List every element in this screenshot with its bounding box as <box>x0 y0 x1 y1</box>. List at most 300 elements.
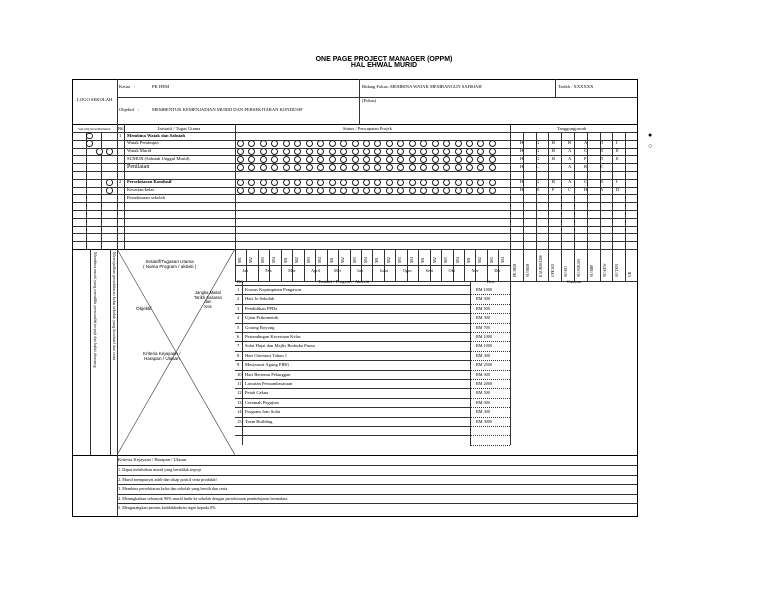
resp-letter: R <box>600 155 604 161</box>
resp-header: GB <box>628 272 633 277</box>
grid-line <box>470 398 510 399</box>
grid-line <box>72 171 638 172</box>
resp-letter: C <box>584 179 588 185</box>
week-label: M4 <box>317 257 323 263</box>
timeline-circle <box>489 164 496 171</box>
timeline-circle <box>386 156 393 163</box>
grid-line <box>470 417 510 418</box>
matrix-objektif: Objektif <box>136 306 152 311</box>
task-label: SUMUR (Sahsiah Unggul Murid) <box>127 155 190 161</box>
program-kos: RM 300 <box>476 409 490 415</box>
week-label: M4 <box>271 257 277 263</box>
side-dot-empty: ○ <box>648 142 653 150</box>
week-label: M2 <box>431 257 437 263</box>
grid-line <box>72 233 638 234</box>
week-label: M3 <box>397 257 403 263</box>
week-label: M1 <box>466 257 471 263</box>
grid-line <box>235 417 470 418</box>
tarikh: Tarikh : XXXXXX <box>558 84 594 89</box>
timeline-circle <box>489 156 496 163</box>
week-label: M2 <box>477 257 483 263</box>
grid-line <box>235 332 470 333</box>
week-label: M1 <box>328 257 334 263</box>
timeline-circle <box>283 156 290 163</box>
grid-line <box>235 285 470 286</box>
grid-line <box>612 132 613 281</box>
program-bil: 3 <box>237 305 240 311</box>
week-label: M2 <box>340 257 346 263</box>
grid-line <box>72 455 638 456</box>
program-name: Ujian Psikometrik <box>245 315 279 321</box>
title-line-2: HAL EHWAL MURID <box>350 62 418 69</box>
resp-header: PK HEM <box>513 263 517 277</box>
resp-letter: R <box>600 148 604 154</box>
timeline-circle <box>352 148 359 155</box>
grid-line <box>470 435 510 436</box>
task-label: Kecerian kelas <box>127 187 155 193</box>
grid-line <box>470 379 510 380</box>
timeline-circle <box>340 156 347 163</box>
resp-letter: G <box>536 179 540 185</box>
grid-line <box>72 226 638 227</box>
timeline-circle <box>317 164 324 171</box>
program-bil: 1 <box>237 287 240 292</box>
grid-line <box>536 132 540 281</box>
program-bil: 2 <box>237 296 240 302</box>
resp-header: SU SUKAN <box>577 259 581 277</box>
grid-line <box>470 313 510 314</box>
resp-header: SU BRP <box>589 264 594 277</box>
timeline-circle <box>329 156 336 163</box>
timeline-circle <box>386 164 393 171</box>
timeline-circle <box>260 164 267 171</box>
program-kos: RM 1000 <box>476 287 492 292</box>
grid-line <box>523 132 524 281</box>
timeline-circle <box>432 164 439 171</box>
resp-letter: A <box>568 179 572 185</box>
week-label: M2 <box>385 257 391 263</box>
month-label: Mei <box>334 268 341 273</box>
task-label: Penilaian <box>127 163 150 170</box>
week-label: M4 <box>362 257 368 263</box>
resp-letter: R <box>552 179 556 185</box>
program-bil: 9 <box>237 362 240 368</box>
grid-line <box>235 265 510 266</box>
timeline-circle <box>283 187 290 194</box>
matrix-jangka: Jangka Masa/ Tarikh Sasaran dan Kos <box>194 290 222 309</box>
timeline-circle <box>329 179 336 186</box>
week-label: M4 <box>500 257 506 263</box>
grid-line <box>235 360 470 361</box>
marker-circle <box>96 148 103 155</box>
resp-header: SU HEM <box>525 263 530 277</box>
program-header-catatan: Catatan <box>567 279 582 284</box>
vertical-text-2: Mewujudkan persekitaran kelas sekolah yang kondusif dan ceria <box>112 252 117 361</box>
month-label: Jan <box>242 268 249 273</box>
timeline-circle <box>455 156 462 163</box>
objektif-value: MEMBENTUK KEMENJADIAN MURID DAN PERSEKITARAN KONDUSIF <box>152 107 303 112</box>
col-status: Status / Pencapaian Projek <box>343 126 392 131</box>
timeline-circle <box>306 156 313 163</box>
program-name: Ceramah Pegujian <box>245 399 279 405</box>
ketua-value: PK HEM <box>152 84 170 89</box>
resp-letter: D <box>600 140 604 146</box>
grid-line <box>72 210 638 211</box>
month-label: Feb <box>265 268 272 273</box>
grid-line <box>235 426 470 427</box>
resp-letter: H <box>520 155 524 161</box>
program-bil: 8 <box>237 352 240 358</box>
timeline-circle <box>409 148 416 155</box>
program-name: Kursus Kepimpinan Pengawas <box>245 287 302 292</box>
timeline-circle <box>283 148 290 155</box>
week-label: M1 <box>420 257 426 263</box>
kriteria-item: 1. Dapat melahirkan murid yang beradilak terpuji <box>118 467 201 472</box>
grid-line <box>510 281 511 445</box>
month-label: Julai <box>379 268 388 273</box>
program-bil: 12 <box>237 390 242 396</box>
month-label: Mac <box>288 268 296 273</box>
month-label: Jun <box>356 268 363 273</box>
program-name: Program Jom Solat <box>245 409 281 415</box>
timeline-circle <box>340 164 347 171</box>
timeline-circle <box>352 156 359 163</box>
grid-line <box>72 218 638 219</box>
timeline-circle <box>306 148 313 155</box>
ketua-label: Ketua : <box>119 84 135 89</box>
task-label: Watak Pemimpin <box>127 140 159 146</box>
matrix-inisiatif: Inisiatif/Tugasan Utama ( Nama Program / aktiviti ) <box>143 259 197 270</box>
program-kos: RM 1000 <box>476 343 492 349</box>
resp-header: GPK KO <box>551 263 556 277</box>
timeline-circle <box>455 148 462 155</box>
resp-letter: H <box>520 140 524 146</box>
resp-letter: R <box>536 187 540 193</box>
program-bil: 15 <box>237 418 242 424</box>
resp-letter: I <box>616 140 618 146</box>
timeline-circle <box>237 164 244 171</box>
grid-line <box>625 132 626 281</box>
grid-line <box>470 445 510 446</box>
kriteria-title: Kriteria Kejayaan / Harapan / Ulasan <box>118 457 187 462</box>
grid-line <box>124 124 125 249</box>
marker-circle <box>86 140 93 147</box>
timeline-circle <box>432 156 439 163</box>
resp-letter: A <box>600 187 604 193</box>
bidang-fokus: Bidang Fokus: MEMBINA WATAK MEMBANGUN SAHSIAH <box>362 84 482 89</box>
week-label: M3 <box>488 257 494 263</box>
col-tanggung: Tanggungjawab <box>557 126 587 131</box>
grid-line <box>574 132 575 281</box>
month-label: Okt <box>448 268 455 273</box>
program-name: Lawatan Pensambasaraan <box>245 381 293 386</box>
grid-line <box>470 341 510 342</box>
grid-line <box>470 323 510 324</box>
marker-circle <box>106 187 113 194</box>
resp-letter: R <box>584 163 588 169</box>
program-bil: 6 <box>237 334 240 339</box>
timeline-circle <box>352 140 359 147</box>
resp-letter: R <box>552 155 556 161</box>
week-label: M3 <box>443 257 449 263</box>
program-name: Gotong Royong <box>245 324 275 330</box>
resp-letter: A <box>584 140 588 146</box>
program-bil: 5 <box>237 324 240 330</box>
resp-letter: H <box>520 163 524 169</box>
program-kos: RM 300 <box>476 352 490 358</box>
timeline-circle <box>443 164 450 171</box>
resp-letter: G <box>536 155 540 161</box>
program-header-kos: Kos <box>487 279 495 284</box>
timeline-circle <box>409 187 416 194</box>
grid-line <box>470 332 510 333</box>
week-label: M1 <box>374 257 380 263</box>
month-label: April <box>311 268 320 273</box>
program-header-name: Tentatif / Program / Aktiviti <box>318 279 370 284</box>
month-label: Dis <box>494 268 501 273</box>
resp-header: SU KEW <box>602 263 607 277</box>
matrix-kriteria: Kriteria Kejayaan / Harapan / Ulasan <box>143 351 181 362</box>
program-name: Hari Orientasi Tahun 1 <box>245 352 288 358</box>
resp-header: SU KO <box>564 266 569 277</box>
timeline-circle <box>386 148 393 155</box>
program-kos: RM 300 <box>476 315 490 321</box>
week-label: M3 <box>259 257 265 263</box>
timeline-circle <box>352 179 359 186</box>
program-name: Hari Jo Sekolah <box>245 296 275 302</box>
col-inisiatif: Inisiatif / Tugas Utama <box>158 126 201 131</box>
resp-header: SU TKN <box>615 264 620 277</box>
timeline-circle <box>466 164 473 171</box>
page-title <box>0 56 768 69</box>
task-label: Persekitaran sekolah <box>127 194 165 200</box>
program-kos: RM 300 <box>476 399 490 405</box>
grid-line <box>235 341 470 342</box>
resp-letter: C <box>584 148 588 154</box>
grid-line <box>117 503 638 504</box>
resp-letter: A <box>568 148 572 154</box>
grid-line <box>235 323 470 324</box>
timeline-circle <box>409 164 416 171</box>
grid-line <box>470 407 510 408</box>
task-bil: 2 <box>119 179 122 185</box>
col-bil: Bil <box>118 126 124 131</box>
grid-line <box>235 379 470 380</box>
timeline-circle <box>306 187 313 194</box>
col-aktiviti: Sub Obj/Strat/Matlamat <box>78 127 111 131</box>
resp-letter: H <box>520 179 524 185</box>
program-name: Petah Cakna <box>245 390 269 396</box>
resp-letter: H <box>520 148 524 154</box>
timeline-circle <box>329 148 336 155</box>
timeline-circle <box>455 187 462 194</box>
grid-line <box>235 294 470 295</box>
timeline-circle <box>352 164 359 171</box>
program-name: Mesyuarat Agung PIBG <box>245 362 290 368</box>
program-kos: RM 500 <box>476 305 490 311</box>
grid-line <box>235 304 470 305</box>
program-kos: RM 300 <box>476 296 490 302</box>
grid-line <box>470 294 510 295</box>
resp-letter: H <box>584 187 588 193</box>
marker-circle <box>106 179 113 186</box>
timeline-circle <box>237 156 244 163</box>
resp-letter: A <box>568 155 572 161</box>
program-bil: 11 <box>237 381 242 386</box>
vertical-text-1: Membina murid yang memiliki personaliti terpuji dan bakti disenang <box>93 252 98 368</box>
resp-letter: A <box>568 163 572 169</box>
marker-circle <box>106 148 113 155</box>
program-bil: 13 <box>237 399 242 405</box>
week-label: M2 <box>294 257 300 263</box>
month-label: Nov <box>471 268 479 273</box>
week-label: M1 <box>237 257 242 263</box>
program-name: Team Building <box>245 418 273 424</box>
grid-line <box>470 304 510 305</box>
resp-letter: C <box>568 187 572 193</box>
timeline-circle <box>352 187 359 194</box>
grid-line <box>117 465 638 466</box>
grid-line <box>117 475 638 476</box>
grid-line <box>235 313 470 314</box>
task-bil: 1 <box>119 132 122 138</box>
program-kos: RM 1000 <box>476 334 492 339</box>
timeline-circle <box>306 164 313 171</box>
grid-line <box>470 351 510 352</box>
resp-letter: H <box>520 187 524 193</box>
timeline-circle <box>386 187 393 194</box>
timeline-circle <box>329 187 336 194</box>
timeline-circle <box>363 156 370 163</box>
program-bil: 7 <box>237 343 240 349</box>
grid-line <box>587 132 588 281</box>
grid-line <box>242 281 243 445</box>
grid-line <box>117 494 638 495</box>
fokus-sub: (Fokus) <box>362 98 377 103</box>
grid-line <box>117 124 118 249</box>
grid-line <box>72 202 638 203</box>
timeline-circle <box>432 187 439 194</box>
resp-letter: E <box>616 155 619 161</box>
resp-letter: E <box>616 148 619 154</box>
resp-letter: R <box>552 140 556 146</box>
grid-line <box>72 241 638 242</box>
program-name: Hari Bertemu Pelanggan <box>245 371 291 377</box>
grid-line <box>470 370 510 371</box>
resp-letter: L <box>536 163 539 169</box>
timeline-circle <box>455 164 462 171</box>
program-bil: 4 <box>237 315 240 321</box>
program-kos: RM 300 <box>476 371 490 377</box>
grid-line <box>561 132 562 281</box>
resp-letter: R <box>600 179 604 185</box>
program-header-bil: Bil <box>237 279 243 284</box>
title-line-1: ONE PAGE PROJECT MANAGER (OPPM) <box>315 56 453 63</box>
timeline-circle <box>260 156 267 163</box>
grid-line <box>235 407 470 408</box>
logo-label: LOGO SEKOLAH <box>77 97 113 102</box>
kriteria-item: 5. Mengurangkan peratus ketidakhadiran tegar kepada 0% <box>118 505 216 510</box>
marker-circle <box>86 133 93 140</box>
month-label: Sept <box>425 268 434 273</box>
resp-letter: D <box>616 187 620 193</box>
resp-header: KAUNSELOR <box>538 255 543 277</box>
side-dot-filled: ● <box>648 131 653 139</box>
program-name: Pendidikan PPDa <box>245 305 278 311</box>
timeline-circle <box>432 148 439 155</box>
week-label: M4 <box>454 257 460 263</box>
resp-letter: G <box>536 148 540 154</box>
timeline-circle <box>294 164 301 171</box>
kriteria-item: 4. Meningkatkan sebanyak 90% murid hadir ke sekolah dengan persekitaran pembelajaran bermakna. <box>118 495 289 501</box>
grid-line <box>470 426 510 427</box>
grid-line <box>235 435 470 436</box>
timeline-circle <box>329 164 336 171</box>
timeline-circle <box>409 156 416 163</box>
grid-line <box>235 370 470 371</box>
grid-line <box>470 360 510 361</box>
resp-letter: G <box>536 140 540 146</box>
week-label: M3 <box>351 257 357 263</box>
grid-line <box>235 351 470 352</box>
grid-line <box>235 398 470 399</box>
week-label: M1 <box>282 257 288 263</box>
resp-letter: F <box>584 155 587 161</box>
grid-line <box>600 132 604 281</box>
program-kos: RM 3000 <box>476 418 492 424</box>
week-label: M4 <box>408 257 414 263</box>
grid-line <box>470 388 510 389</box>
program-kos: RM 500 <box>476 390 490 396</box>
timeline-circle <box>455 179 462 186</box>
timeline-circle <box>283 164 290 171</box>
grid-line <box>470 281 471 445</box>
timeline-circle <box>329 140 336 147</box>
program-bil: 10 <box>237 371 242 377</box>
program-bil: 14 <box>237 409 242 415</box>
resp-letter: R <box>552 148 556 154</box>
timeline-circle <box>420 164 427 171</box>
resp-letter: F <box>552 187 555 193</box>
week-label: M2 <box>248 257 254 263</box>
objektif-label: Objektif : <box>119 107 140 112</box>
timeline-circle <box>455 140 462 147</box>
grid-line <box>548 132 549 281</box>
task-label: Watak Murid <box>127 148 152 154</box>
task-label: Persekitaran Kondusif <box>127 179 172 185</box>
grid-line <box>235 388 470 389</box>
grid-line <box>86 132 87 249</box>
resp-letter: E <box>600 163 603 169</box>
grid-line <box>117 455 118 517</box>
grid-line <box>117 484 638 485</box>
kriteria-item: 2. Murid mempunyai adab dan sikap positif serta produktif <box>118 476 217 482</box>
program-name: Pertandingan Keceriaan Kelas <box>245 334 301 339</box>
resp-letter: I <box>616 179 618 185</box>
timeline-circle <box>466 156 473 163</box>
program-kos: RM 2500 <box>476 362 492 368</box>
program-kos: RM 2000 <box>476 381 492 386</box>
grid-line <box>90 249 91 455</box>
kriteria-item: 3. Membina persekitaran kelas dan sekolah yang bersih dan ceria <box>118 486 228 491</box>
month-label: Ogos <box>402 268 412 273</box>
timeline-circle <box>363 164 370 171</box>
program-name: Solat Hajat dan Majlis Berbuka Puasa <box>245 343 315 349</box>
program-kos: RM 700 <box>476 324 490 330</box>
resp-letter: B <box>568 140 572 146</box>
task-label: Membina Watak dan Sahsiah <box>127 132 185 138</box>
week-label: M3 <box>305 257 311 263</box>
